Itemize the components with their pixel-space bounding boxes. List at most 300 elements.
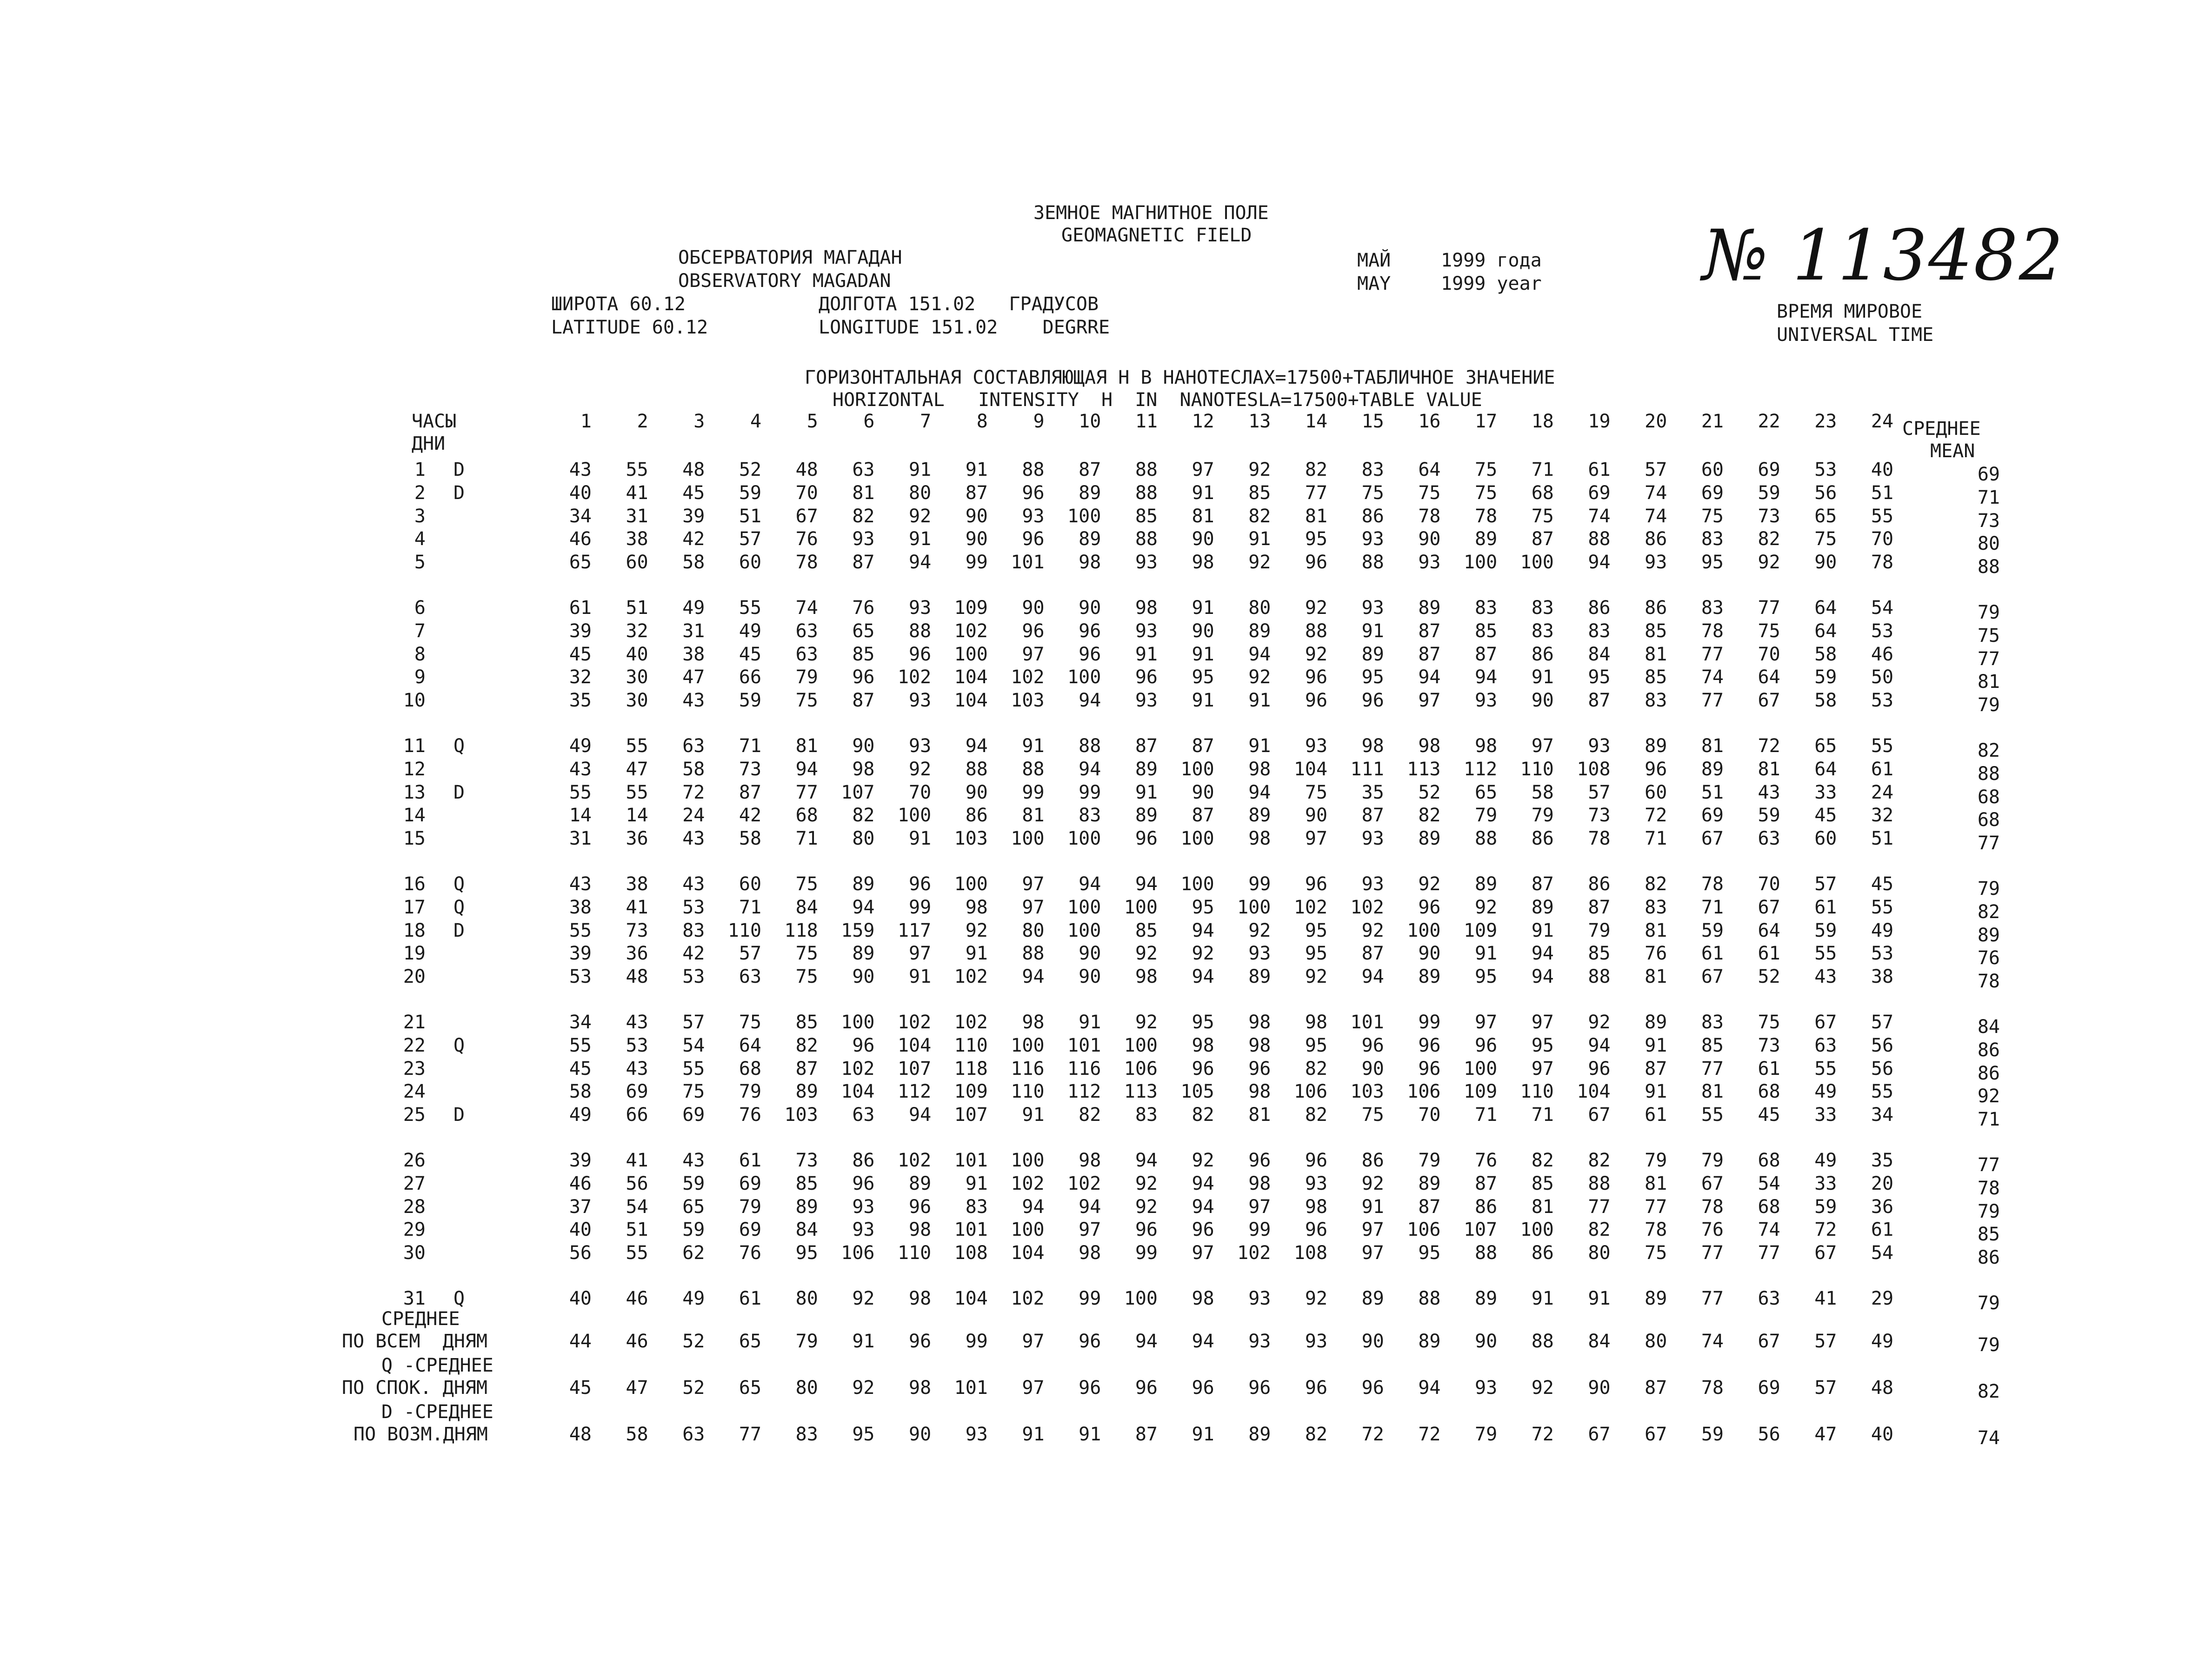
table-cell: 90 xyxy=(965,505,988,527)
table-cell: 91 xyxy=(1248,528,1271,550)
summary-cell: 97 xyxy=(1022,1331,1045,1352)
table-cell: 78 xyxy=(795,552,818,573)
table-cell: 86 xyxy=(1645,528,1667,550)
day-flag: D xyxy=(453,482,465,504)
table-cell: 81 xyxy=(1645,966,1667,988)
summary-label-top: СРЕДНЕЕ xyxy=(381,1308,460,1330)
table-cell: 97 xyxy=(1361,1242,1384,1264)
table-cell: 63 xyxy=(1758,1288,1780,1309)
summary-cell: 47 xyxy=(626,1377,648,1399)
table-cell: 35 xyxy=(1361,781,1384,803)
table-cell: 55 xyxy=(682,1058,705,1079)
table-cell: 96 xyxy=(1135,666,1158,688)
table-cell: 35 xyxy=(1871,1150,1894,1171)
table-cell: 47 xyxy=(626,758,648,780)
table-cell: 87 xyxy=(1588,690,1611,712)
table-cell: 109 xyxy=(954,597,988,619)
table-cell: 89 xyxy=(1701,758,1724,780)
table-cell: 61 xyxy=(739,1150,762,1171)
table-cell: 58 xyxy=(1814,690,1837,712)
table-cell: 81 xyxy=(1645,643,1667,665)
hour-header: 13 xyxy=(1248,411,1271,432)
table-cell: 97 xyxy=(1361,1219,1384,1241)
table-cell: 104 xyxy=(954,666,988,688)
table-cell: 96 xyxy=(909,873,932,895)
table-cell: 88 xyxy=(1588,1173,1611,1194)
table-cell: 92 xyxy=(1135,943,1158,965)
table-cell: 87 xyxy=(1192,805,1214,826)
table-cell: 77 xyxy=(1701,1058,1724,1079)
table-cell: 20 xyxy=(1871,1173,1894,1194)
day-number: 27 xyxy=(403,1173,426,1194)
table-cell: 49 xyxy=(569,735,592,757)
table-cell: 92 xyxy=(1135,1173,1158,1194)
summary-cell: 91 xyxy=(1022,1424,1045,1445)
table-cell: 87 xyxy=(1361,805,1384,826)
month-ru: МАЙ xyxy=(1357,250,1391,271)
row-mean: 79 xyxy=(1977,878,2000,899)
table-cell: 85 xyxy=(1475,620,1498,642)
table-cell: 89 xyxy=(1079,482,1101,504)
table-cell: 92 xyxy=(852,1288,875,1309)
table-cell: 89 xyxy=(1135,805,1158,826)
table-cell: 78 xyxy=(1701,1196,1724,1218)
table-cell: 46 xyxy=(626,1288,648,1309)
table-cell: 92 xyxy=(1248,666,1271,688)
table-cell: 95 xyxy=(1305,919,1328,941)
summary-cell: 65 xyxy=(739,1331,762,1352)
table-cell: 51 xyxy=(626,597,648,619)
summary-cell: 45 xyxy=(569,1377,592,1399)
table-cell: 109 xyxy=(954,1081,988,1103)
day-number: 14 xyxy=(403,805,426,826)
table-cell: 95 xyxy=(1361,666,1384,688)
summary-cell: 72 xyxy=(1531,1424,1554,1445)
table-cell: 43 xyxy=(682,873,705,895)
table-cell: 68 xyxy=(1531,482,1554,504)
table-cell: 81 xyxy=(852,482,875,504)
table-cell: 51 xyxy=(626,1219,648,1241)
table-cell: 92 xyxy=(1248,552,1271,573)
table-cell: 78 xyxy=(1871,552,1894,573)
table-cell: 102 xyxy=(1067,1173,1101,1194)
table-cell: 79 xyxy=(1645,1150,1667,1171)
summary-cell: 49 xyxy=(1871,1331,1894,1352)
table-cell: 30 xyxy=(626,666,648,688)
table-cell: 75 xyxy=(1645,1242,1667,1264)
table-cell: 80 xyxy=(852,828,875,850)
table-cell: 98 xyxy=(1135,597,1158,619)
table-cell: 79 xyxy=(739,1081,762,1103)
table-cell: 93 xyxy=(1361,873,1384,895)
table-cell: 43 xyxy=(682,828,705,850)
table-cell: 87 xyxy=(1475,643,1498,665)
table-cell: 99 xyxy=(1248,873,1271,895)
row-mean: 85 xyxy=(1977,1224,2000,1246)
table-cell: 41 xyxy=(1814,1288,1837,1309)
table-cell: 53 xyxy=(1871,690,1894,712)
table-cell: 118 xyxy=(954,1058,988,1079)
table-cell: 42 xyxy=(739,805,762,826)
table-cell: 83 xyxy=(682,919,705,941)
table-cell: 100 xyxy=(1237,896,1271,918)
table-cell: 96 xyxy=(1361,1034,1384,1056)
summary-cell: 57 xyxy=(1814,1377,1837,1399)
table-cell: 63 xyxy=(739,966,762,988)
table-cell: 65 xyxy=(852,620,875,642)
table-cell: 93 xyxy=(1588,735,1611,757)
table-cell: 47 xyxy=(682,666,705,688)
table-cell: 90 xyxy=(1418,943,1441,965)
day-number: 22 xyxy=(403,1034,426,1056)
table-cell: 69 xyxy=(1701,482,1724,504)
table-cell: 81 xyxy=(1022,805,1045,826)
table-cell: 43 xyxy=(1814,966,1837,988)
table-cell: 65 xyxy=(1814,735,1837,757)
summary-cell: 97 xyxy=(1022,1377,1045,1399)
table-cell: 85 xyxy=(795,1012,818,1033)
table-cell: 109 xyxy=(1463,919,1498,941)
table-cell: 88 xyxy=(1588,966,1611,988)
table-cell: 100 xyxy=(1067,828,1101,850)
table-cell: 94 xyxy=(1079,1196,1101,1218)
table-cell: 92 xyxy=(1192,943,1214,965)
day-number: 24 xyxy=(403,1081,426,1103)
table-cell: 73 xyxy=(1758,1034,1780,1056)
table-cell: 85 xyxy=(852,643,875,665)
table-cell: 61 xyxy=(1701,943,1724,965)
table-cell: 86 xyxy=(1361,1150,1384,1171)
table-cell: 61 xyxy=(1645,1104,1667,1126)
table-cell: 79 xyxy=(1418,1150,1441,1171)
table-cell: 53 xyxy=(1871,620,1894,642)
table-cell: 57 xyxy=(682,1012,705,1033)
table-cell: 105 xyxy=(1180,1081,1214,1103)
table-cell: 81 xyxy=(1305,505,1328,527)
table-cell: 49 xyxy=(739,620,762,642)
table-cell: 97 xyxy=(1418,690,1441,712)
table-cell: 78 xyxy=(1588,828,1611,850)
table-cell: 104 xyxy=(1011,1242,1045,1264)
table-cell: 79 xyxy=(1531,805,1554,826)
table-cell: 56 xyxy=(1871,1058,1894,1079)
table-cell: 99 xyxy=(1135,1242,1158,1264)
table-cell: 42 xyxy=(682,943,705,965)
table-cell: 102 xyxy=(954,966,988,988)
table-cell: 92 xyxy=(1588,1012,1611,1033)
summary-cell: 96 xyxy=(1361,1377,1384,1399)
table-cell: 77 xyxy=(1701,690,1724,712)
table-cell: 106 xyxy=(1124,1058,1158,1079)
table-cell: 61 xyxy=(1758,943,1780,965)
table-cell: 74 xyxy=(1645,482,1667,504)
table-cell: 63 xyxy=(795,643,818,665)
hour-header: 4 xyxy=(750,411,762,432)
table-cell: 31 xyxy=(626,505,648,527)
table-cell: 33 xyxy=(1814,1104,1837,1126)
table-cell: 110 xyxy=(897,1242,932,1264)
table-cell: 69 xyxy=(739,1219,762,1241)
table-cell: 93 xyxy=(1475,690,1498,712)
table-cell: 82 xyxy=(1531,1150,1554,1171)
table-cell: 107 xyxy=(897,1058,932,1079)
table-cell: 80 xyxy=(795,1288,818,1309)
table-cell: 89 xyxy=(1079,528,1101,550)
title-ru: ЗЕМНОЕ МАГНИТНОЕ ПОЛЕ xyxy=(1033,202,1269,224)
table-cell: 59 xyxy=(1758,482,1780,504)
table-cell: 76 xyxy=(1645,943,1667,965)
table-cell: 75 xyxy=(1758,620,1780,642)
table-cell: 93 xyxy=(1645,552,1667,573)
table-cell: 70 xyxy=(1758,643,1780,665)
table-cell: 94 xyxy=(795,758,818,780)
table-cell: 75 xyxy=(682,1081,705,1103)
table-cell: 108 xyxy=(1577,758,1611,780)
day-number: 28 xyxy=(403,1196,426,1218)
table-cell: 89 xyxy=(1248,620,1271,642)
hour-header: 9 xyxy=(1033,411,1045,432)
table-cell: 95 xyxy=(1305,943,1328,965)
table-cell: 94 xyxy=(1248,643,1271,665)
table-cell: 69 xyxy=(626,1081,648,1103)
hour-header: 22 xyxy=(1758,411,1780,432)
row-mean: 78 xyxy=(1977,971,2000,993)
table-cell: 75 xyxy=(1361,482,1384,504)
summary-cell: 89 xyxy=(1418,1331,1441,1352)
table-cell: 95 xyxy=(1418,1242,1441,1264)
table-cell: 112 xyxy=(1067,1081,1101,1103)
table-cell: 49 xyxy=(1814,1150,1837,1171)
table-cell: 87 xyxy=(1192,735,1214,757)
table-cell: 63 xyxy=(852,459,875,480)
table-cell: 103 xyxy=(1350,1081,1384,1103)
table-cell: 93 xyxy=(1418,552,1441,573)
table-cell: 102 xyxy=(1293,896,1328,918)
table-cell: 69 xyxy=(1758,459,1780,480)
time-ru: ВРЕМЯ МИРОВОЕ xyxy=(1777,301,1923,322)
hour-header: 16 xyxy=(1418,411,1441,432)
table-cell: 87 xyxy=(1418,1196,1441,1218)
hour-header: 12 xyxy=(1192,411,1214,432)
table-cell: 95 xyxy=(1701,552,1724,573)
table-cell: 59 xyxy=(682,1219,705,1241)
table-cell: 95 xyxy=(1192,666,1214,688)
table-cell: 24 xyxy=(1871,781,1894,803)
table-cell: 53 xyxy=(682,966,705,988)
table-cell: 102 xyxy=(897,1012,932,1033)
table-cell: 67 xyxy=(1814,1012,1837,1033)
table-cell: 83 xyxy=(1645,690,1667,712)
table-cell: 81 xyxy=(795,735,818,757)
table-cell: 96 xyxy=(1305,552,1328,573)
table-cell: 107 xyxy=(841,781,875,803)
table-cell: 85 xyxy=(1645,666,1667,688)
table-cell: 79 xyxy=(1475,805,1498,826)
summary-cell: 88 xyxy=(1531,1331,1554,1352)
table-cell: 49 xyxy=(1871,919,1894,941)
table-cell: 67 xyxy=(1758,690,1780,712)
table-cell: 54 xyxy=(626,1196,648,1218)
table-cell: 37 xyxy=(569,1196,592,1218)
table-cell: 39 xyxy=(682,505,705,527)
table-cell: 91 xyxy=(1645,1081,1667,1103)
table-cell: 69 xyxy=(682,1104,705,1126)
table-cell: 64 xyxy=(739,1034,762,1056)
table-cell: 97 xyxy=(1192,1242,1214,1264)
table-cell: 96 xyxy=(1305,873,1328,895)
table-cell: 92 xyxy=(1135,1196,1158,1218)
table-cell: 68 xyxy=(795,805,818,826)
summary-cell: 65 xyxy=(739,1377,762,1399)
table-cell: 91 xyxy=(1135,781,1158,803)
table-cell: 43 xyxy=(626,1058,648,1079)
table-cell: 34 xyxy=(569,1012,592,1033)
summary-cell: 82 xyxy=(1305,1424,1328,1445)
hour-header: 23 xyxy=(1814,411,1837,432)
day-number: 9 xyxy=(414,666,426,688)
hour-header: 14 xyxy=(1305,411,1328,432)
table-cell: 102 xyxy=(1011,666,1045,688)
table-cell: 55 xyxy=(1814,1058,1837,1079)
table-cell: 58 xyxy=(1531,781,1554,803)
table-cell: 98 xyxy=(1248,1012,1271,1033)
table-cell: 82 xyxy=(795,1034,818,1056)
table-cell: 68 xyxy=(1758,1081,1780,1103)
table-cell: 81 xyxy=(1645,1173,1667,1194)
table-cell: 91 xyxy=(1248,690,1271,712)
table-cell: 71 xyxy=(1475,1104,1498,1126)
table-cell: 93 xyxy=(852,528,875,550)
table-cell: 90 xyxy=(1418,528,1441,550)
table-cell: 77 xyxy=(1701,643,1724,665)
table-cell: 33 xyxy=(1814,1173,1837,1194)
table-cell: 83 xyxy=(1701,597,1724,619)
table-cell: 95 xyxy=(1531,1034,1554,1056)
row-mean: 68 xyxy=(1977,809,2000,831)
table-cell: 53 xyxy=(1814,459,1837,480)
summary-cell: 59 xyxy=(1701,1424,1724,1445)
table-cell: 34 xyxy=(1871,1104,1894,1126)
summary-cell: 87 xyxy=(1645,1377,1667,1399)
table-cell: 65 xyxy=(1475,781,1498,803)
table-cell: 84 xyxy=(1588,643,1611,665)
table-cell: 55 xyxy=(626,459,648,480)
year-en: 1999 year xyxy=(1441,273,1542,294)
table-cell: 97 xyxy=(1022,873,1045,895)
table-cell: 77 xyxy=(1588,1196,1611,1218)
table-cell: 96 xyxy=(1192,1058,1214,1079)
table-cell: 89 xyxy=(1361,643,1384,665)
table-cell: 99 xyxy=(965,552,988,573)
table-cell: 111 xyxy=(1350,758,1384,780)
table-cell: 96 xyxy=(1079,620,1101,642)
table-cell: 38 xyxy=(626,528,648,550)
table-cell: 88 xyxy=(1022,758,1045,780)
row-mean: 79 xyxy=(1977,1200,2000,1222)
table-cell: 104 xyxy=(1293,758,1328,780)
summary-cell: 79 xyxy=(795,1331,818,1352)
table-cell: 96 xyxy=(1418,1058,1441,1079)
summary-cell: 99 xyxy=(965,1331,988,1352)
table-cell: 43 xyxy=(682,690,705,712)
longitude-ru: ДОЛГОТА 151.02 ГРАДУСОВ xyxy=(819,293,1099,315)
row-mean: 86 xyxy=(1977,1247,2000,1269)
table-cell: 100 xyxy=(1180,758,1214,780)
table-cell: 96 xyxy=(1022,482,1045,504)
table-cell: 87 xyxy=(739,781,762,803)
summary-cell: 94 xyxy=(1418,1377,1441,1399)
table-cell: 88 xyxy=(1361,552,1384,573)
table-cell: 77 xyxy=(1758,1242,1780,1264)
table-cell: 74 xyxy=(795,597,818,619)
table-cell: 76 xyxy=(852,597,875,619)
summary-cell: 80 xyxy=(795,1377,818,1399)
table-cell: 91 xyxy=(1192,690,1214,712)
table-cell: 98 xyxy=(1305,1012,1328,1033)
table-cell: 87 xyxy=(1475,1173,1498,1194)
handwritten-number: № 113482 xyxy=(1702,215,2065,296)
hour-header: 6 xyxy=(863,411,875,432)
table-cell: 107 xyxy=(954,1104,988,1126)
table-cell: 55 xyxy=(626,735,648,757)
table-cell: 43 xyxy=(626,1012,648,1033)
table-cell: 39 xyxy=(569,1150,592,1171)
table-cell: 73 xyxy=(1758,505,1780,527)
month-en: MAY xyxy=(1357,273,1391,294)
table-cell: 70 xyxy=(795,482,818,504)
table-cell: 100 xyxy=(1011,828,1045,850)
table-cell: 51 xyxy=(1871,482,1894,504)
summary-cell: 58 xyxy=(626,1424,648,1445)
table-cell: 58 xyxy=(569,1081,592,1103)
table-cell: 89 xyxy=(1248,805,1271,826)
table-cell: 40 xyxy=(569,1288,592,1309)
row-mean: 77 xyxy=(1977,648,2000,670)
summary-cell: 93 xyxy=(1248,1331,1271,1352)
table-cell: 83 xyxy=(965,1196,988,1218)
table-cell: 93 xyxy=(852,1219,875,1241)
table-cell: 102 xyxy=(897,666,932,688)
table-cell: 96 xyxy=(1022,620,1045,642)
table-cell: 68 xyxy=(739,1058,762,1079)
table-cell: 63 xyxy=(1758,828,1780,850)
table-cell: 49 xyxy=(569,1104,592,1126)
table-cell: 104 xyxy=(841,1081,875,1103)
table-cell: 92 xyxy=(1305,1288,1328,1309)
row-mean: 88 xyxy=(1977,763,2000,785)
table-cell: 83 xyxy=(1475,597,1498,619)
table-cell: 82 xyxy=(852,805,875,826)
table-cell: 91 xyxy=(1192,597,1214,619)
table-cell: 57 xyxy=(1814,873,1837,895)
table-cell: 92 xyxy=(1248,459,1271,480)
table-cell: 55 xyxy=(739,597,762,619)
row-mean: 76 xyxy=(1977,947,2000,969)
table-cell: 65 xyxy=(569,552,592,573)
summary-cell: 87 xyxy=(1135,1424,1158,1445)
table-cell: 89 xyxy=(795,1196,818,1218)
table-cell: 100 xyxy=(1520,1219,1554,1241)
row-mean: 77 xyxy=(1977,1154,2000,1176)
table-cell: 75 xyxy=(795,690,818,712)
table-cell: 112 xyxy=(1463,758,1498,780)
table-cell: 94 xyxy=(965,735,988,757)
table-cell: 96 xyxy=(852,1173,875,1194)
table-cell: 97 xyxy=(1192,459,1214,480)
summary-cell: 67 xyxy=(1758,1331,1780,1352)
table-cell: 74 xyxy=(1588,505,1611,527)
table-cell: 75 xyxy=(1814,528,1837,550)
